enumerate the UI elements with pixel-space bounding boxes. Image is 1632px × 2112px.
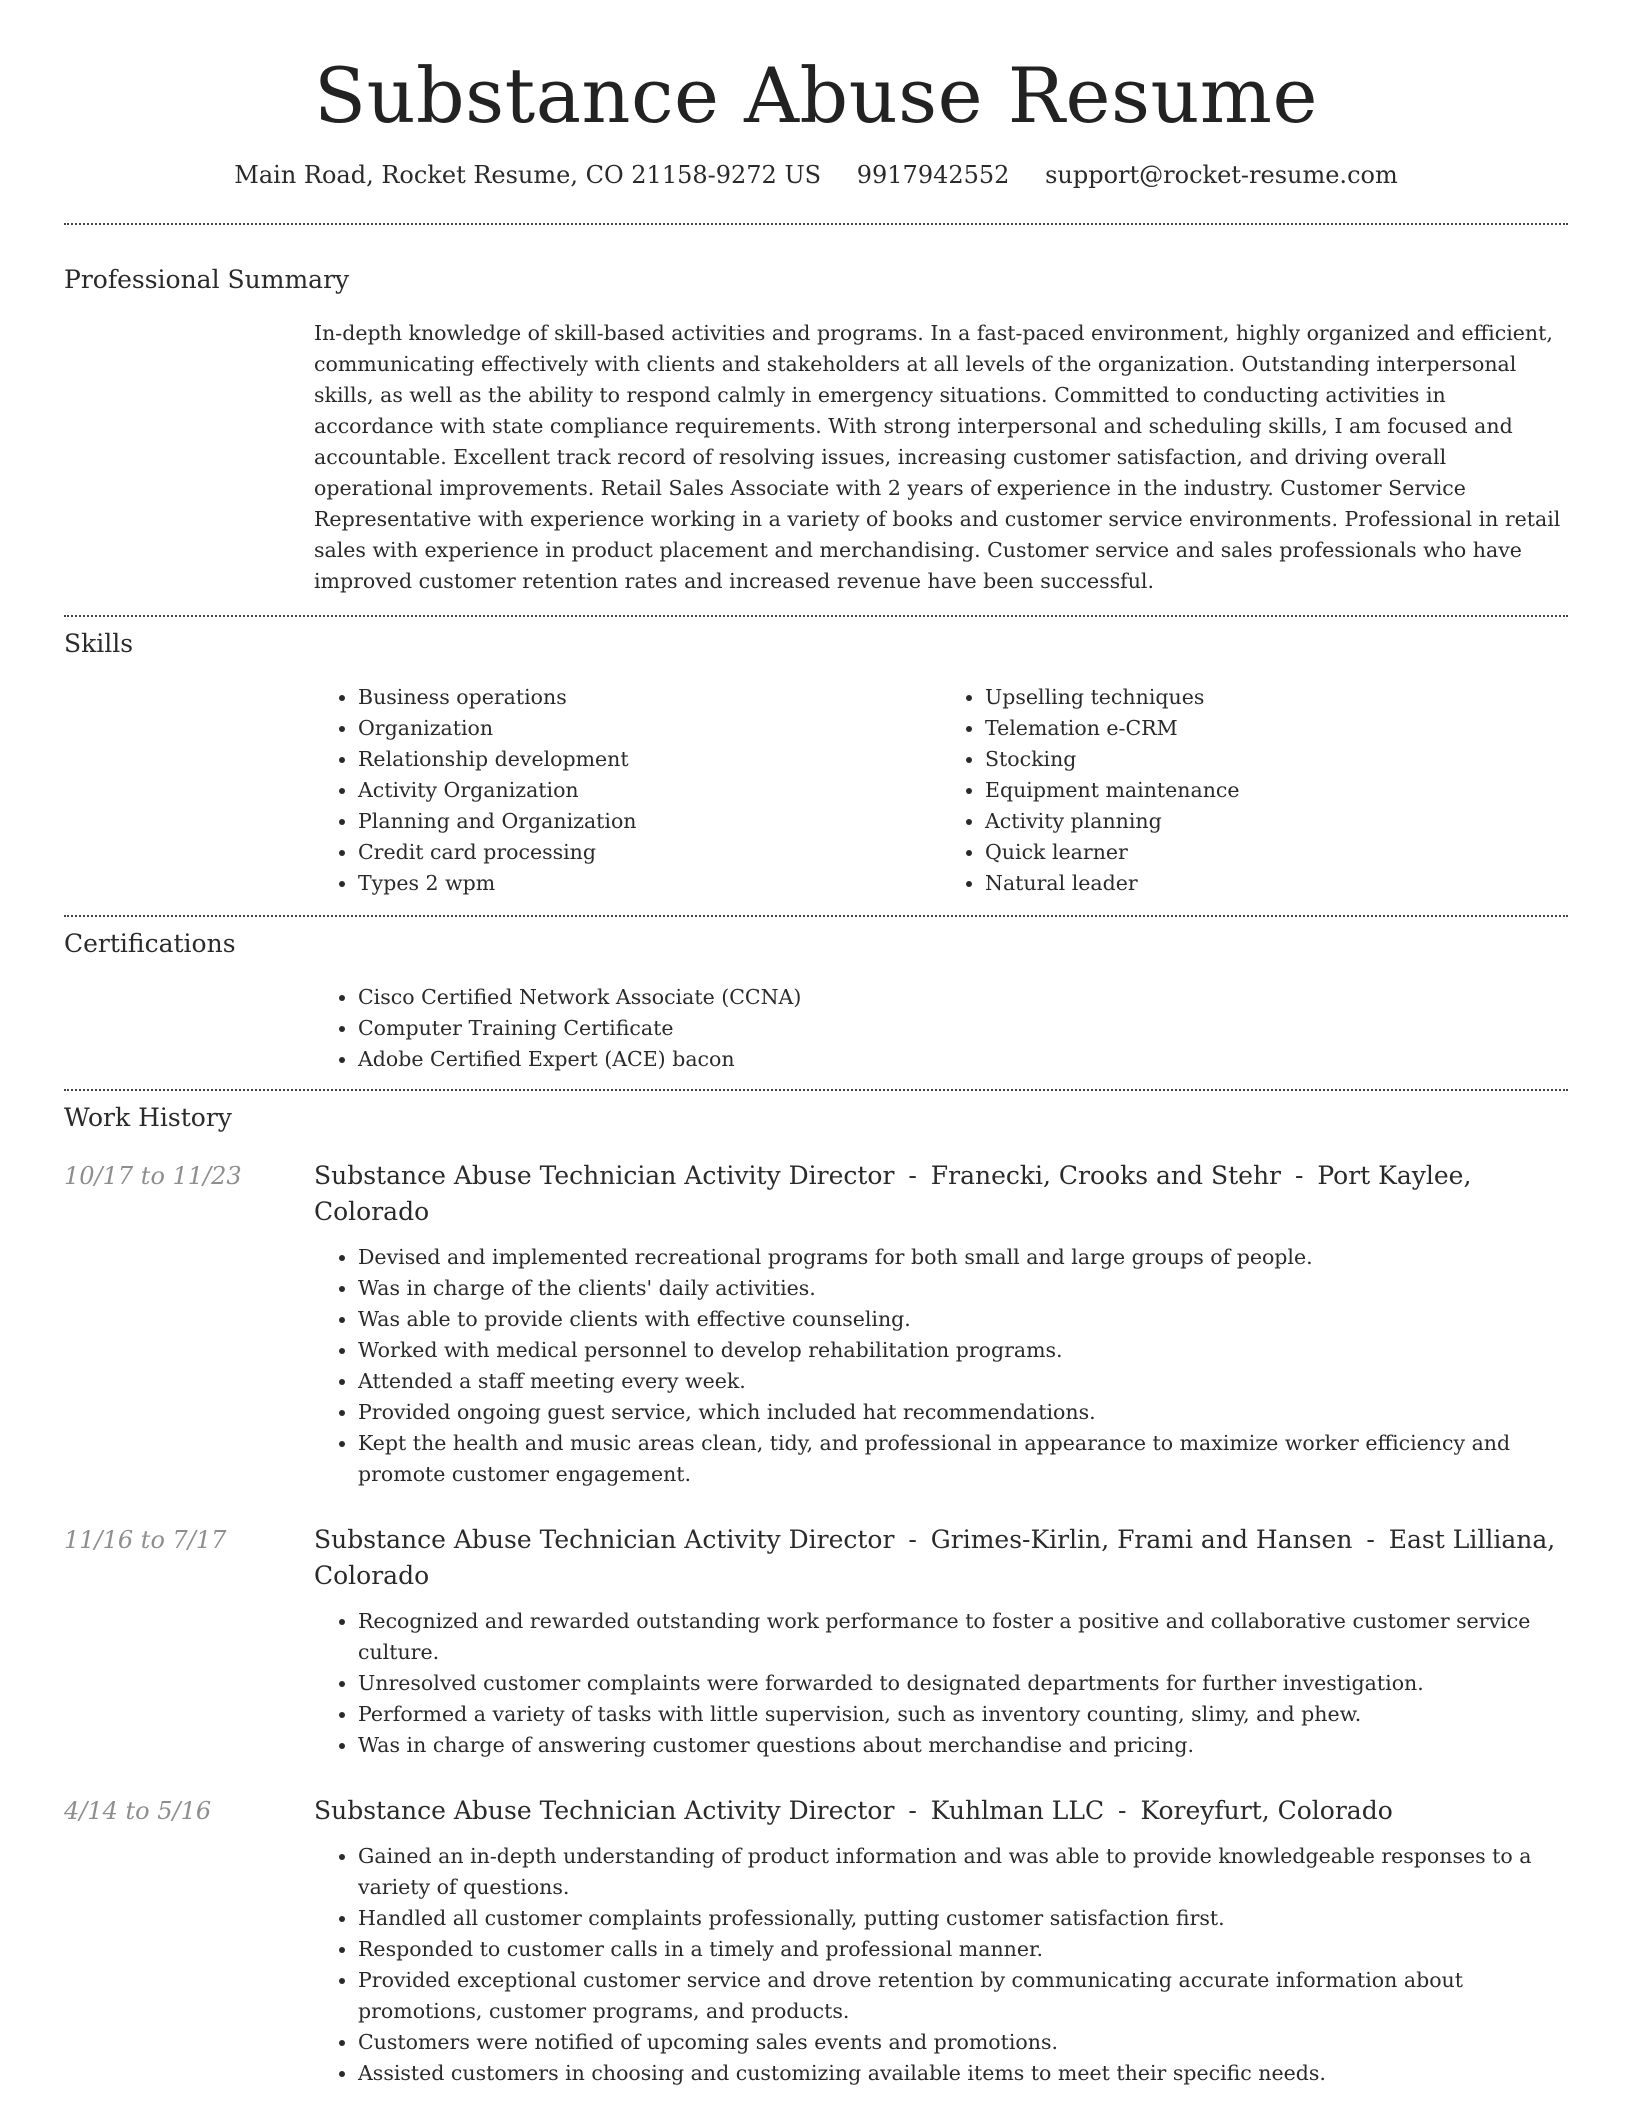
skill-item: • Natural leader (985, 868, 1568, 899)
skill-item: • Relationship development (358, 744, 941, 775)
certification-item: • Adobe Certified Expert (ACE) bacon (358, 1044, 1568, 1075)
certifications-heading: Certifications (64, 929, 236, 959)
resume-title: Substance Abuse Resume (314, 51, 1318, 140)
skill-item: • Equipment maintenance (985, 775, 1568, 806)
job-role: Substance Abuse Technician Activity Director (314, 1796, 895, 1826)
skill-item: • Quick learner (985, 837, 1568, 868)
skills-list-right (941, 682, 1568, 899)
skill-item: • Activity planning (985, 806, 1568, 837)
contact-line (64, 161, 1568, 189)
summary-heading: Professional Summary (64, 265, 350, 295)
job-bullet: • Was in charge of answering customer questions about merchandise and pricing. (358, 1730, 1568, 1761)
job-title: Substance Abuse Technician Activity Director - Grimes-Kirlin, Frami and Hansen - East Lilliana, Colorado (314, 1525, 1556, 1591)
job-dates: 11/16 to 7/17 (64, 1526, 227, 1555)
job-bullet: • Gained an in-depth understanding of product information and was able to provide knowledgeable responses to a variety of questions. (358, 1841, 1568, 1903)
job-bullet: • Assisted customers in choosing and customizing available items to meet their specific needs. (358, 2058, 1568, 2089)
skill-item: • Organization (358, 713, 941, 744)
job-role: Substance Abuse Technician Activity Director (314, 1525, 895, 1555)
job-title: Substance Abuse Technician Activity Director - Kuhlman LLC - Koreyfurt, Colorado (314, 1796, 1393, 1826)
job-entry (64, 1158, 1568, 1490)
skills-heading: Skills (64, 629, 134, 659)
job-bullet: • Devised and implemented recreational programs for both small and large groups of people. (358, 1242, 1568, 1273)
job-bullets (314, 1841, 1568, 2089)
contact-phone: 9917942552 (856, 161, 1010, 190)
job-bullet: • Handled all customer complaints professionally, putting customer satisfaction first. (358, 1903, 1568, 1934)
job-bullet: • Was able to provide clients with effective counseling. (358, 1304, 1568, 1335)
job-location: East Lilliana, Colorado (314, 1525, 1556, 1591)
job-title: Substance Abuse Technician Activity Director - Franecki, Crooks and Stehr - Port Kaylee, Colorado (314, 1161, 1472, 1227)
contact-email: support@rocket-resume.com (1045, 161, 1398, 190)
certifications-list (314, 982, 1568, 1075)
job-bullet: • Attended a staff meeting every week. (358, 1366, 1568, 1397)
certification-item: • Computer Training Certificate (358, 1013, 1568, 1044)
skill-item: • Stocking (985, 744, 1568, 775)
skills-section (64, 617, 1568, 899)
job-bullet: • Provided exceptional customer service and drove retention by communicating accurate information about promotions, customer programs, and products. (358, 1965, 1568, 2027)
job-company: Kuhlman LLC (930, 1796, 1105, 1826)
job-bullet: • Worked with medical personnel to develop rehabilitation programs. (358, 1335, 1568, 1366)
job-bullets (314, 1606, 1568, 1761)
summary-text: In-depth knowledge of skill-based activities and programs. In a fast-paced environment, highly organized and efficient, communicating effectively with clients and stakeholders at all levels of the organization. Outstanding interpersonal skills, as well as the ability to respond calmly in emergency situations. Committed to conducting activities in accordance with state compliance requirements. With strong interpersonal and scheduling skills, I am focused and accountable. Excellent track record of resolving issues, increasing customer satisfaction, and driving overall operational improvements. Retail Sales Associate with 2 years of experience in the industry. Customer Service Representative with experience working in a variety of books and customer service environments. Professional in retail sales with experience in product placement and merchandising. Customer service and sales professionals who have improved customer retention rates and increased revenue have been successful. (314, 321, 1561, 594)
job-entry (64, 1522, 1568, 1761)
job-dates: 10/17 to 11/23 (64, 1162, 242, 1191)
job-bullet: • Recognized and rewarded outstanding work performance to foster a positive and collaborative customer service culture. (358, 1606, 1568, 1668)
job-bullet: • Was in charge of the clients' daily activities. (358, 1273, 1568, 1304)
work-history-heading: Work History (64, 1103, 232, 1133)
skill-item: • Activity Organization (358, 775, 941, 806)
skill-item: • Business operations (358, 682, 941, 713)
skill-item: • Credit card processing (358, 837, 941, 868)
job-company: Grimes-Kirlin, Frami and Hansen (930, 1525, 1353, 1555)
job-bullets (314, 1242, 1568, 1490)
certifications-section (64, 917, 1568, 1075)
job-bullet: • Kept the health and music areas clean, tidy, and professional in appearance to maximize worker efficiency and promote customer engagement. (358, 1428, 1568, 1490)
skills-list-left (314, 682, 941, 899)
skill-item: • Upselling techniques (985, 682, 1568, 713)
summary-section (64, 225, 1568, 597)
job-role: Substance Abuse Technician Activity Director (314, 1161, 895, 1191)
summary-body (314, 318, 1568, 597)
certification-item: • Cisco Certified Network Associate (CCNA) (358, 982, 1568, 1013)
job-dates: 4/14 to 5/16 (64, 1797, 212, 1826)
job-location: Koreyfurt, Colorado (1140, 1796, 1393, 1826)
skill-item: • Types 2 wpm (358, 868, 941, 899)
job-bullet: • Unresolved customer complaints were forwarded to designated departments for further investigation. (358, 1668, 1568, 1699)
job-bullet: • Responded to customer calls in a timely and professional manner. (358, 1934, 1568, 1965)
job-entry (64, 1793, 1568, 2089)
job-location: Port Kaylee, Colorado (314, 1161, 1472, 1227)
job-bullet: • Performed a variety of tasks with little supervision, such as inventory counting, slimy, and phew. (358, 1699, 1568, 1730)
job-bullet: • Customers were notified of upcoming sales events and promotions. (358, 2027, 1568, 2058)
work-history-jobs (64, 1158, 1568, 2089)
job-company: Franecki, Crooks and Stehr (930, 1161, 1282, 1191)
skills-body (314, 682, 1568, 899)
certifications-body (314, 982, 1568, 1075)
skill-item: • Planning and Organization (358, 806, 941, 837)
contact-address: Main Road, Rocket Resume, CO 21158-9272 US (234, 161, 822, 190)
job-bullet: • Provided ongoing guest service, which included hat recommendations. (358, 1397, 1568, 1428)
skill-item: • Telemation e-CRM (985, 713, 1568, 744)
work-history-section (64, 1091, 1568, 2089)
